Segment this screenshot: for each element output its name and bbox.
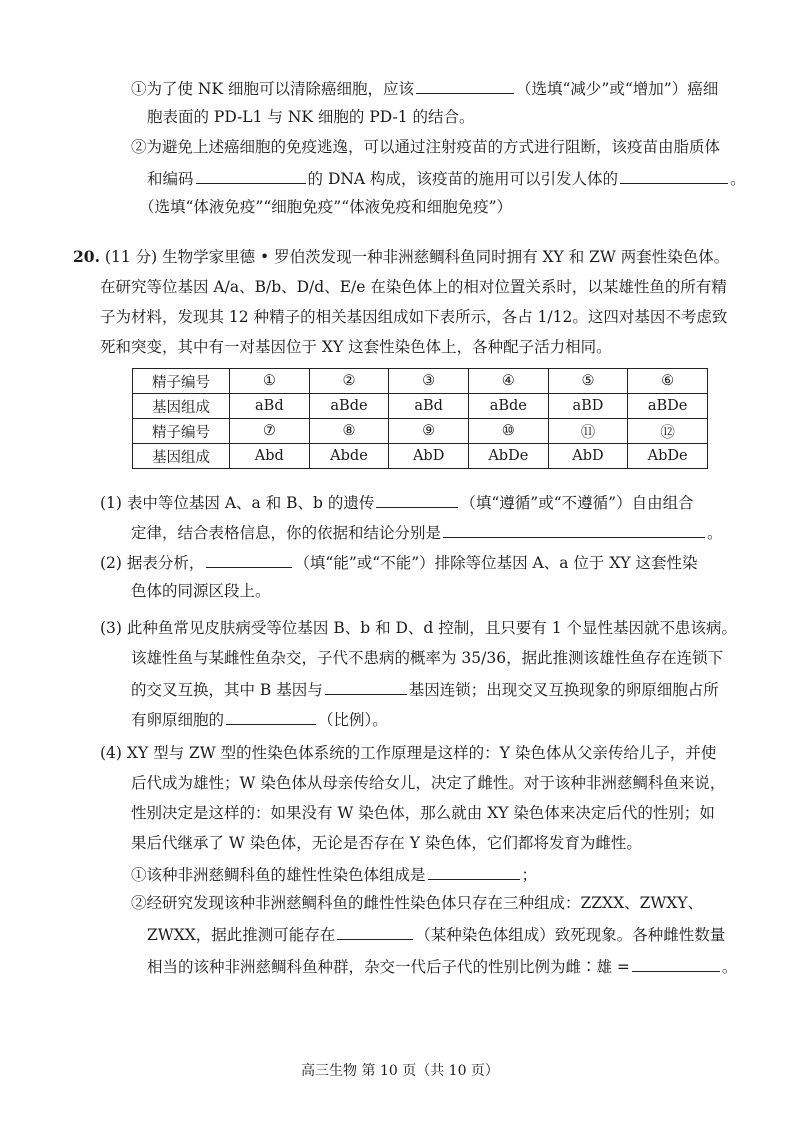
prev-item2-line3: （选填“体液免疫”“细胞免疫”“体液免疫和细胞免疫”） [139,198,513,216]
table-cell: ② [309,369,389,394]
sub4-q2-line3 [147,955,737,977]
q20-intro-text: 生物学家里德 • 罗伯茨发现一种非洲慈鲷科鱼同时拥有 XY 和 ZW 两套性染色体。 [162,248,730,266]
table-cell: ⑥ [628,369,708,394]
answer-blank[interactable] [428,863,520,880]
sub4-q2-line1: ②经研究发现该种非洲慈鲷科鱼的雌性性染色体只存在三种组成：ZZXX、ZWXY、 [131,894,704,912]
prev-item2-line2 [147,167,746,189]
q20-intro-line4: 死和突变，其中有一对基因位于 XY 这套性染色体上，各种配子活力相同。 [100,338,612,356]
table-cell: AbD [548,444,628,469]
sub3-text-d: （比例）。 [318,711,388,729]
table-cell: ⑦ [230,419,310,444]
sub1-line2 [131,521,723,543]
answer-blank[interactable] [226,708,316,725]
sub1-line1 [100,491,694,513]
gene-table [132,368,708,469]
table-cell: Abd [230,444,310,469]
table-cell: AbD [389,444,469,469]
table-row-label: 基因组成 [133,394,230,419]
table-cell: aBDe [628,394,708,419]
page-footer: 高三生物 第 10 页（共 10 页） [301,1063,499,1079]
question-number: 20. [73,247,100,266]
sub4-line3: 性别决定是这样的：如果没有 W 染色体，那么就由 XY 染色体来决定后代的性别；如 [131,804,715,822]
table-cell: ⑧ [309,419,389,444]
sub4-q2-text-d: 。 [721,958,738,976]
prev-item1-line2: 胞表面的 PD-L1 与 NK 细胞的 PD-1 的结合。 [147,108,475,126]
sub3-text-c: 有卵原细胞的 [131,711,225,729]
table-cell: ④ [468,369,548,394]
table-cell: aBd [389,394,469,419]
sub4-q2-text-c: 相当的该种非洲慈鲷科鱼种群，杂交一代后子代的性别比例为雌∶雄 = [147,958,630,976]
sub1-text-b: （填“遵循”或“不遵循”）自由组合 [460,494,694,512]
sub4-q1 [131,863,537,885]
table-cell: AbDe [468,444,548,469]
answer-blank[interactable] [196,167,306,184]
prev-item2-text-a: 和编码 [147,170,194,188]
sub2-line1 [100,551,698,573]
table-cell: AbDe [628,444,708,469]
sub4-q2-text-b: （某种染色体组成）致死现象。各种雌性数量 [415,926,726,944]
sub3-line1 [100,618,737,638]
prev-item2-text-b: 的 DNA 构成，该疫苗的施用可以引发人体的 [307,170,619,188]
table-cell: aBd [230,394,310,419]
prev-item2-text-c: 。 [730,170,746,188]
table-cell: ⑤ [548,369,628,394]
sub-number: (1) [100,494,122,512]
table-cell: aBde [468,394,548,419]
sub2-text-b: （填“能”或“不能”）排除等位基因 A、a 位于 XY 这套性染 [294,554,698,572]
table-cell: ③ [389,369,469,394]
sub4-line1 [100,743,716,763]
table-cell: ⑩ [468,419,548,444]
sub3-line3 [131,678,719,700]
answer-blank[interactable] [376,491,458,508]
sub3-line2: 该雄性鱼与某雌性鱼杂交，子代不患病的概率为 35/36，据此推测该雄性鱼存在连锁下 [131,649,724,667]
prev-item1-line1 [131,77,718,99]
prev-item2-line1: ②为避免上述癌细胞的免疫逃逸，可以通过注射疫苗的方式进行阻断，该疫苗由脂质体 [131,138,721,156]
table-row [133,369,708,394]
sub-number: (2) [100,554,122,572]
sub3-text: 此种鱼常见皮肤病受等位基因 B、b 和 D、d 控制，且只要有 1 个显性基因就不患该病。 [126,619,737,637]
sub4-line4: 果后代继承了 W 染色体，无论是否存在 Y 染色体，它们都将发育为雌性。 [131,834,642,852]
answer-blank[interactable] [416,77,514,94]
answer-blank[interactable] [620,167,728,184]
sub-number: (3) [100,619,122,637]
sub4-q1-end: ； [521,866,538,884]
table-row [133,394,708,419]
prev-item1-text-a: ①为了使 NK 细胞可以清除癌细胞，应该 [131,80,414,98]
table-cell: aBD [548,394,628,419]
q20-intro-line2: 在研究等位基因 A/a、B/b、D/d、E/e 在染色体上的相对位置关系时，以某雄性鱼的所有精 [100,278,727,296]
prev-item1-text-b: （选填“减少”或“增加”）癌细 [516,80,719,98]
table-cell: ① [230,369,310,394]
answer-blank[interactable] [337,923,413,940]
table-row [133,444,708,469]
table-row-label: 精子编号 [133,369,230,394]
sub4-q1-text: ①该种非洲慈鲷科鱼的雄性性染色体组成是 [131,866,426,884]
table-row [133,419,708,444]
sub-number: (4) [100,744,122,762]
sub1-text-c: 定律，结合表格信息，你的依据和结论分别是 [131,524,442,542]
question-score: (11 分) [104,248,158,266]
q20-intro-line3: 子为材料，发现其 12 种精子的相关基因组成如下表所示，各占 1/12。这四对基因不考虑致 [100,308,728,326]
sub2-text-a: 据表分析， [126,554,205,572]
q20-intro-line1 [73,247,729,267]
sub4-q2-text-a: ZWXX，据此推测可能存在 [147,926,336,944]
answer-blank[interactable] [443,521,705,538]
sub1-text-d: 。 [707,524,723,542]
answer-blank[interactable] [325,678,407,695]
answer-blank[interactable] [632,955,720,972]
table-row-label: 精子编号 [133,419,230,444]
table-cell: ⑨ [389,419,469,444]
sub3-line4 [131,708,388,730]
table-cell: Abde [309,444,389,469]
table-cell: aBde [309,394,389,419]
table-cell: ⑪ [548,419,628,444]
table-row-label: 基因组成 [133,444,230,469]
sub3-text-a: 的交叉互换，其中 B 基因与 [131,681,323,699]
table-cell: ⑫ [628,419,708,444]
sub2-line2: 色体的同源区段上。 [131,582,271,600]
sub4-text: XY 型与 ZW 型的性染色体系统的工作原理是这样的：Y 染色体从父亲传给儿子，并使 [126,744,717,762]
sub4-q2-line2 [147,923,725,945]
answer-blank[interactable] [206,551,292,568]
sub4-line2: 后代成为雄性；W 染色体从母亲传给女儿，决定了雌性。对于该种非洲慈鲷科鱼来说， [131,774,726,792]
sub1-text-a: 表中等位基因 A、a 和 B、b 的遗传 [126,494,375,512]
sub3-text-b: 基因连锁；出现交叉互换现象的卵原细胞占所 [408,681,719,699]
